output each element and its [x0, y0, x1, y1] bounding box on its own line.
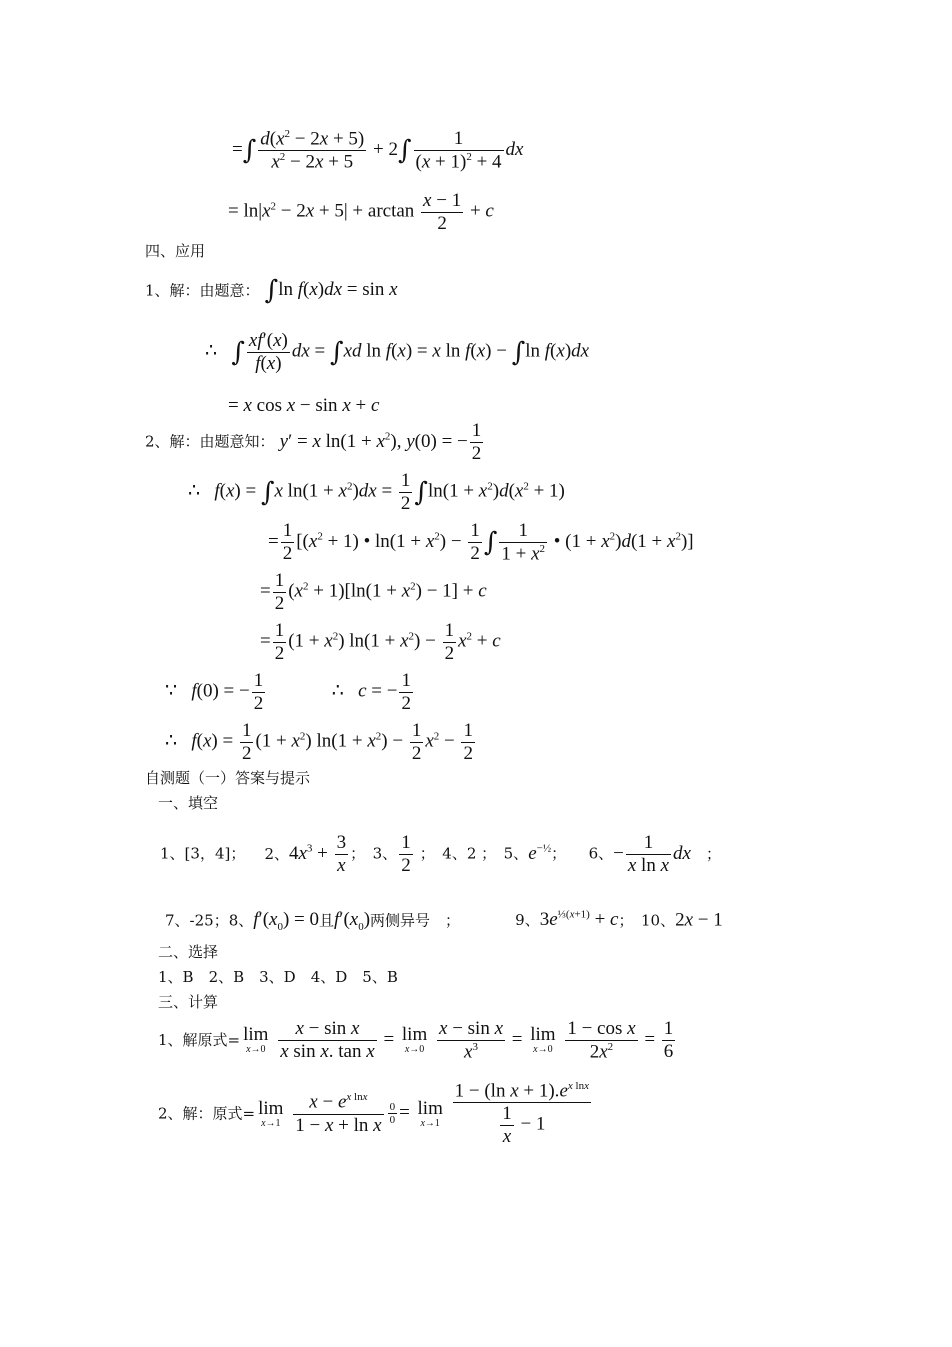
app-problem-2-init: ∵ f(0) = − $\frac{1}{2}$ ∴ c = − $\frac{1}{2}$ [165, 670, 411, 714]
app-problem-1-result: = x cos x − sin x + c [228, 395, 380, 416]
app-problem-2: 2、解：由题意知： y′ = x $\ln(1 + x^2)$, y(0) = − $\frac{1}{2}$ [145, 420, 482, 464]
app-problem-1-step: ∴ ∫ $\frac{xf'(x)}{f(x)}$ dx = ∫xd ln f(x) = x ln f(x) − ∫ln f(x)dx [205, 330, 590, 374]
therefore-symbol: ∴ [165, 730, 178, 752]
app-problem-1: 1、解：由题意： ∫ln f(x)dx = sin x [145, 276, 398, 306]
fill-10-label: ； 10、 [618, 911, 676, 930]
fill-end: ； [706, 844, 722, 863]
therefore-symbol: ∴ [205, 340, 218, 362]
p2-label: 2、解：由题意知： [145, 432, 275, 451]
fill-2-label: 2、 [264, 844, 289, 863]
fill-4-5: ； 4、2 ； 5、 [419, 844, 529, 863]
fill-answers-row-1: 1、[3，4]； 2、$4x^3$ + $\frac{3}{x}$ ； 3、 $\frac{1}{2}$ ； 4、2 ； 5、$e^{-\frac{1}{2}}$； 6、− $\frac{1}{\text{x ln x}}$ dx ； [160, 832, 722, 876]
fill-answers-row-2: 7、-25；8、$f'(x_0) = 0$且$f'(x_0)$两侧异号 ； 9、$3e^{\frac{1}{3}(x+1)} + c$； 10、2x − 1 [165, 909, 723, 934]
calc-2-label: 2、解：原式= [158, 1104, 256, 1123]
calc-1-label: 1、解原式= [158, 1030, 241, 1049]
eq-integral-result: = $\ln|x^2 - 2x + 5| + \arctan$ $\frac{x - 1}{2}$ + c [228, 190, 494, 234]
calc-problem-2: 2、解：原式= lim x→1 $\frac{x - e^{x lnx}}{\text{1 − x + ln x}}$ $\frac{0}{0}$ = lim x→1 1 − (ln $x + 1).e^{x lnx}$ $\frac{1}{x}$ − 1 [158, 1080, 589, 1148]
calc-problem-1: 1、解原式= lim x→0 $\frac{\text{x − sin x}}{\text{x sin x. tan x}}$ = lim x→0 $\frac{\text{x − sin x}}{x^3}$ = lim x→0 $\frac{\text{1 − cos x}}{2x^2}$ = $\frac{1}{6}$ [158, 1018, 674, 1063]
app-problem-2-step2: = $\frac{1}{2}$ [$(x^2 + 1)$ • $\ln(1 + x^2)$ − $\frac{1}{2}$ ∫ $\frac{1}{1 + x^2}$ • $(1 + x^2)d(1 + x^2)$] [268, 520, 694, 565]
fill-7-8-label: 7、-25；8、 [165, 911, 254, 930]
fill-9-label: 9、 [515, 911, 540, 930]
therefore-symbol: ∴ [331, 680, 344, 702]
app-problem-2-step4: = $\frac{1}{2}$ $(1 + x^2)$ $\ln(1 + x^2)$ − $\frac{1}{2}$ $x^2 + c$ [260, 620, 501, 664]
app-problem-2-result: ∴ f(x) = $\frac{1}{2}$ $(1 + x^2)$ $\ln(1 + x^2)$ − $\frac{1}{2}$ $x^2$ − $\frac{1}{2}$ [165, 720, 473, 764]
fill-6-label: ； 6、 [551, 844, 614, 863]
choice-title: 二、选择 [158, 943, 219, 961]
therefore-symbol: ∴ [188, 480, 201, 502]
section-4-title: 四、应用 [145, 242, 206, 260]
fill-8-tail: 两侧异号 ； [370, 911, 461, 930]
eq-integral-split: =∫ $\frac{d(x^2 - 2x + 5)}{x^2 - 2x + 5}$ + 2∫ $\frac{1}{(x + 1)^2 + 4}$ dx [232, 128, 524, 173]
choice-answers: 1、B 2、B 3、D 4、D 5、B [158, 968, 398, 986]
fill-1: 1、[3，4]； [160, 844, 246, 863]
app-problem-2-step1: ∴ f(x) = ∫x $\ln(1 + x^2)dx$ = $\frac{1}{2}$ $\int\ln(1 + x^2)d(x^2 + 1)$ [188, 470, 565, 514]
app-problem-2-step3: = $\frac{1}{2}$ $(x^2 + 1)[\ln(1 + x^2) - 1] + c$ [260, 570, 487, 614]
p1-label: 1、解：由题意： [145, 281, 260, 300]
because-symbol: ∵ [165, 680, 178, 702]
fill-8-qie: 且 [319, 911, 335, 930]
fill-title: 一、填空 [158, 794, 219, 812]
calc-title: 三、计算 [158, 993, 219, 1011]
answers-title: 自测题（一）答案与提示 [145, 769, 311, 787]
fill-3-label: ； 3、 [350, 844, 398, 863]
